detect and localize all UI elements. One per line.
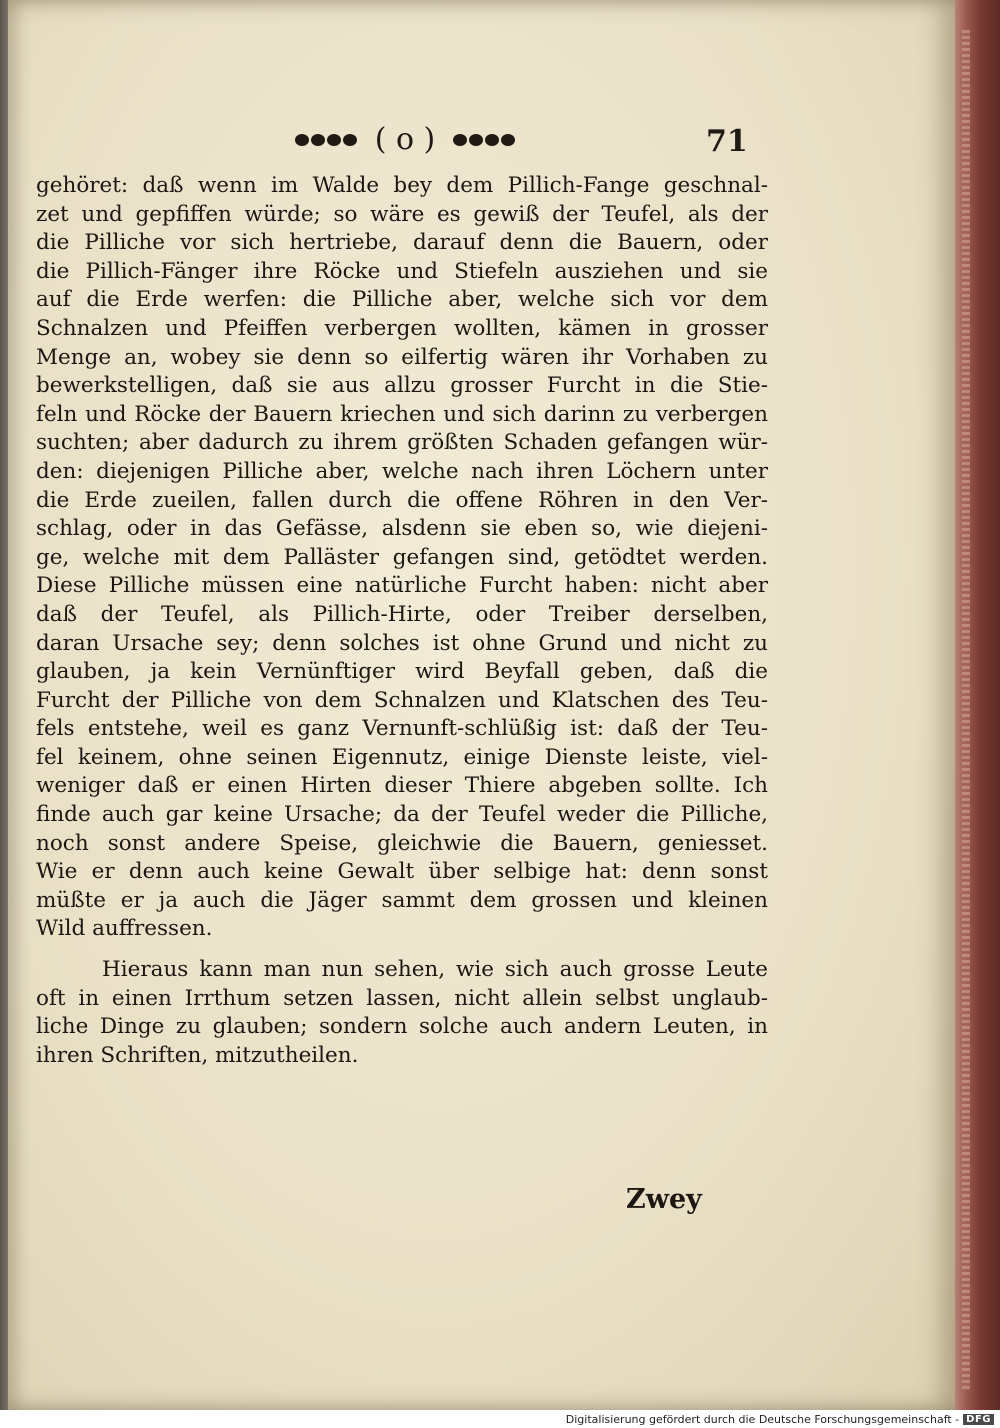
page-edges <box>962 30 970 1390</box>
dfg-logo: DFG <box>963 1414 994 1425</box>
text-line: Menge an, wobey sie denn so eilfertig wären ihr Vorhaben zu <box>36 344 768 370</box>
text-line: feln und Röcke der Bauern kriechen und sich darinn zu verbergen <box>36 401 768 427</box>
text-line: Furcht der Pilliche von dem Schnalzen und Klatschen des Teu- <box>36 687 768 713</box>
text-line: finde auch gar keine Ursache; da der Teufel weder die Pilliche, <box>36 802 768 828</box>
text-line: fel keinem, ohne seinen Eigennutz, einige Dienste leiste, viel- <box>36 744 768 770</box>
page-number: 71 <box>706 124 748 159</box>
footer-credit: Digitalisierung gefördert durch die Deutsche Forschungsgemeinschaft - <box>565 1412 960 1426</box>
text-line: Hieraus kann man nun sehen, wie sich auch grosse Leute <box>102 957 768 983</box>
text-line: noch sonst andere Speise, gleichwie die Bauern, geniesset. <box>36 830 768 856</box>
text-line: Wild auffressen. <box>36 916 213 942</box>
text-line: die Pilliche vor sich hertriebe, darauf denn die Bauern, oder <box>36 230 768 256</box>
ornament-right-icon <box>453 134 515 146</box>
catchword: Zwey <box>626 1184 702 1215</box>
text-line: oft in einen Irrthum setzen lassen, nicht allein selbst unglaub- <box>36 985 768 1011</box>
ornament-left-icon <box>295 134 357 146</box>
text-line: bewerkstelligen, daß sie aus allzu grosser Furcht in die Stie- <box>36 373 768 399</box>
text-line: Schnalzen und Pfeiffen verbergen wollten, kämen in grosser <box>36 315 768 341</box>
text-line: schlag, oder in das Gefässe, alsdenn sie eben so, wie diejeni- <box>36 516 768 542</box>
text-line: den: diejenigen Pilliche aber, welche nach ihren Löchern unter <box>36 458 768 484</box>
text-line: fels entstehe, weil es ganz Vernunft-schlüßig ist: daß der Teu- <box>36 716 768 742</box>
text-line: zet und gepfiffen würde; so wäre es gewiß der Teufel, als der <box>36 201 768 227</box>
text-line: Diese Pilliche müssen eine natürliche Furcht haben: nicht aber <box>36 573 768 599</box>
text-line: suchten; aber dadurch zu ihrem größten Schaden gefangen wür- <box>36 430 768 456</box>
text-line: weniger daß er einen Hirten dieser Thiere abgeben sollte. Ich <box>36 773 768 799</box>
text-line: daran Ursache sey; denn solches ist ohne Grund und nicht zu <box>36 630 768 656</box>
text-line: daß der Teufel, als Pillich-Hirte, oder Treiber derselben, <box>36 601 768 627</box>
text-line: die Erde zueilen, fallen durch die offene Röhren in den Ver- <box>36 487 768 513</box>
text-line: Wie er denn auch keine Gewalt über selbige hat: denn sonst <box>36 859 768 885</box>
running-header <box>240 122 570 157</box>
header-center: ( o ) <box>374 122 436 157</box>
text-line: liche Dinge zu glauben; sondern solche auch andern Leuten, in <box>36 1014 768 1040</box>
text-line: glauben, ja kein Vernünftiger wird Beyfall geben, daß die <box>36 659 768 685</box>
digitization-footer <box>0 1410 1000 1428</box>
text-line: müßte er ja auch die Jäger sammt dem grossen und kleinen <box>36 887 768 913</box>
text-line: die Pillich-Fänger ihre Röcke und Stiefeln ausziehen und sie <box>36 258 768 284</box>
text-line: gehöret: daß wenn im Walde bey dem Pillich-Fange geschnal- <box>36 173 768 198</box>
text-line: ge, welche mit dem Palläster gefangen sind, getödtet werden. <box>36 544 768 570</box>
paragraph-gap <box>36 944 768 956</box>
text-line: auf die Erde werfen: die Pilliche aber, welche sich vor dem <box>36 287 768 313</box>
text-line: ihren Schriften, mitzutheilen. <box>36 1042 359 1068</box>
body-text <box>36 172 768 1070</box>
